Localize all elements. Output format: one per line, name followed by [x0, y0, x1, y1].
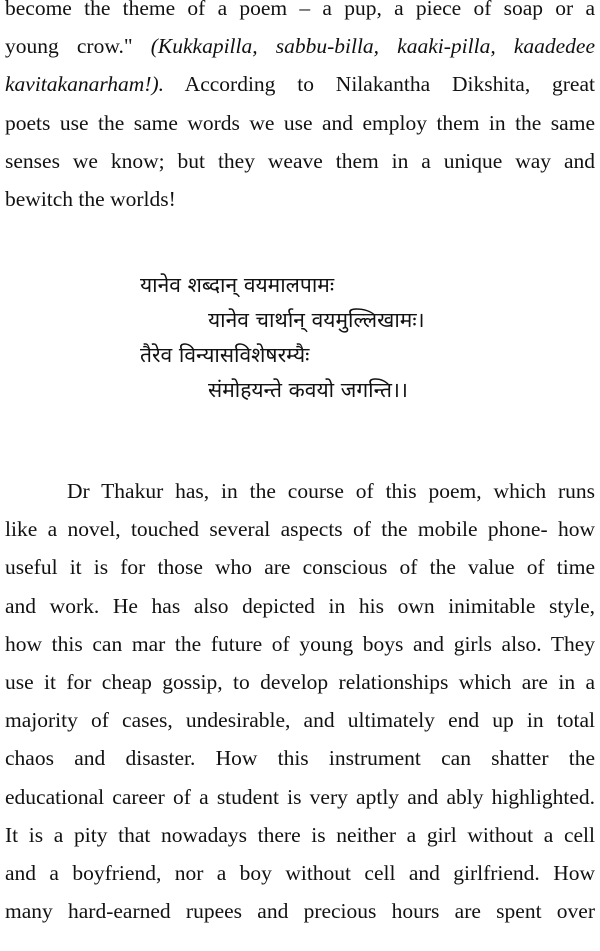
text-line: senses we know; but they weave them in a unique way and: [5, 148, 595, 173]
verse-line: यानेव चार्थान् वयमुल्लिखामः।: [208, 308, 425, 332]
text-line: poets use the same words we use and employ them in the same: [5, 110, 595, 135]
text-line: [5, 27, 595, 65]
text-line: Dr Thakur has, in the course of this poem, which runs: [67, 479, 595, 503]
text-line: chaos and disaster. How this instrument can shatter the: [5, 746, 595, 771]
text-line: become the theme of a poem – a pup, a piece of soap or a: [5, 0, 595, 20]
text-line: and work. He has also depicted in his own inimitable style,: [5, 593, 595, 618]
text-span: According to Nilakantha Dikshita, great: [164, 72, 595, 97]
paragraph-mobile-phone: [5, 472, 595, 930]
telugu-quote-end: kavitakanarham!).: [5, 72, 165, 97]
text-line: like a novel, touched several aspects of the mobile phone- how: [5, 517, 595, 542]
text-line: use it for cheap gossip, to develop relationships which are in a: [5, 670, 595, 695]
text-line: majority of cases, undesirable, and ultimately end up in total: [5, 708, 595, 733]
text-line: It is a pity that nowadays there is neither a girl without a cell: [5, 822, 595, 847]
text-line: [5, 65, 595, 103]
text-line: bewitch the worlds!: [5, 187, 176, 212]
verse-line: संमोहयन्ते कवयो जगन्ति।।: [208, 378, 408, 402]
text-line: educational career of a student is very aptly and ably highlighted.: [5, 784, 595, 809]
text-span: young crow.": [5, 34, 133, 59]
verse-line: यानेव शब्दान् वयमालपामः: [140, 273, 335, 297]
text-line: how this can mar the future of young boys and girls also. They: [5, 631, 595, 656]
text-line: useful it is for those who are conscious of the value of time: [5, 555, 595, 580]
text-line: and a boyfriend, nor a boy without cell and girlfriend. How: [5, 861, 595, 886]
verse-line: तैरेव विन्यासविशेषरम्यैः: [140, 343, 310, 367]
telugu-quote: (Kukkapilla, sabbu-billa, kaaki-pilla, kaadedee: [150, 34, 595, 59]
sanskrit-verse: [0, 268, 600, 408]
paragraph-dikshita-quote: [5, 0, 595, 218]
text-line: many hard-earned rupees and precious hours are spent over: [5, 899, 595, 924]
